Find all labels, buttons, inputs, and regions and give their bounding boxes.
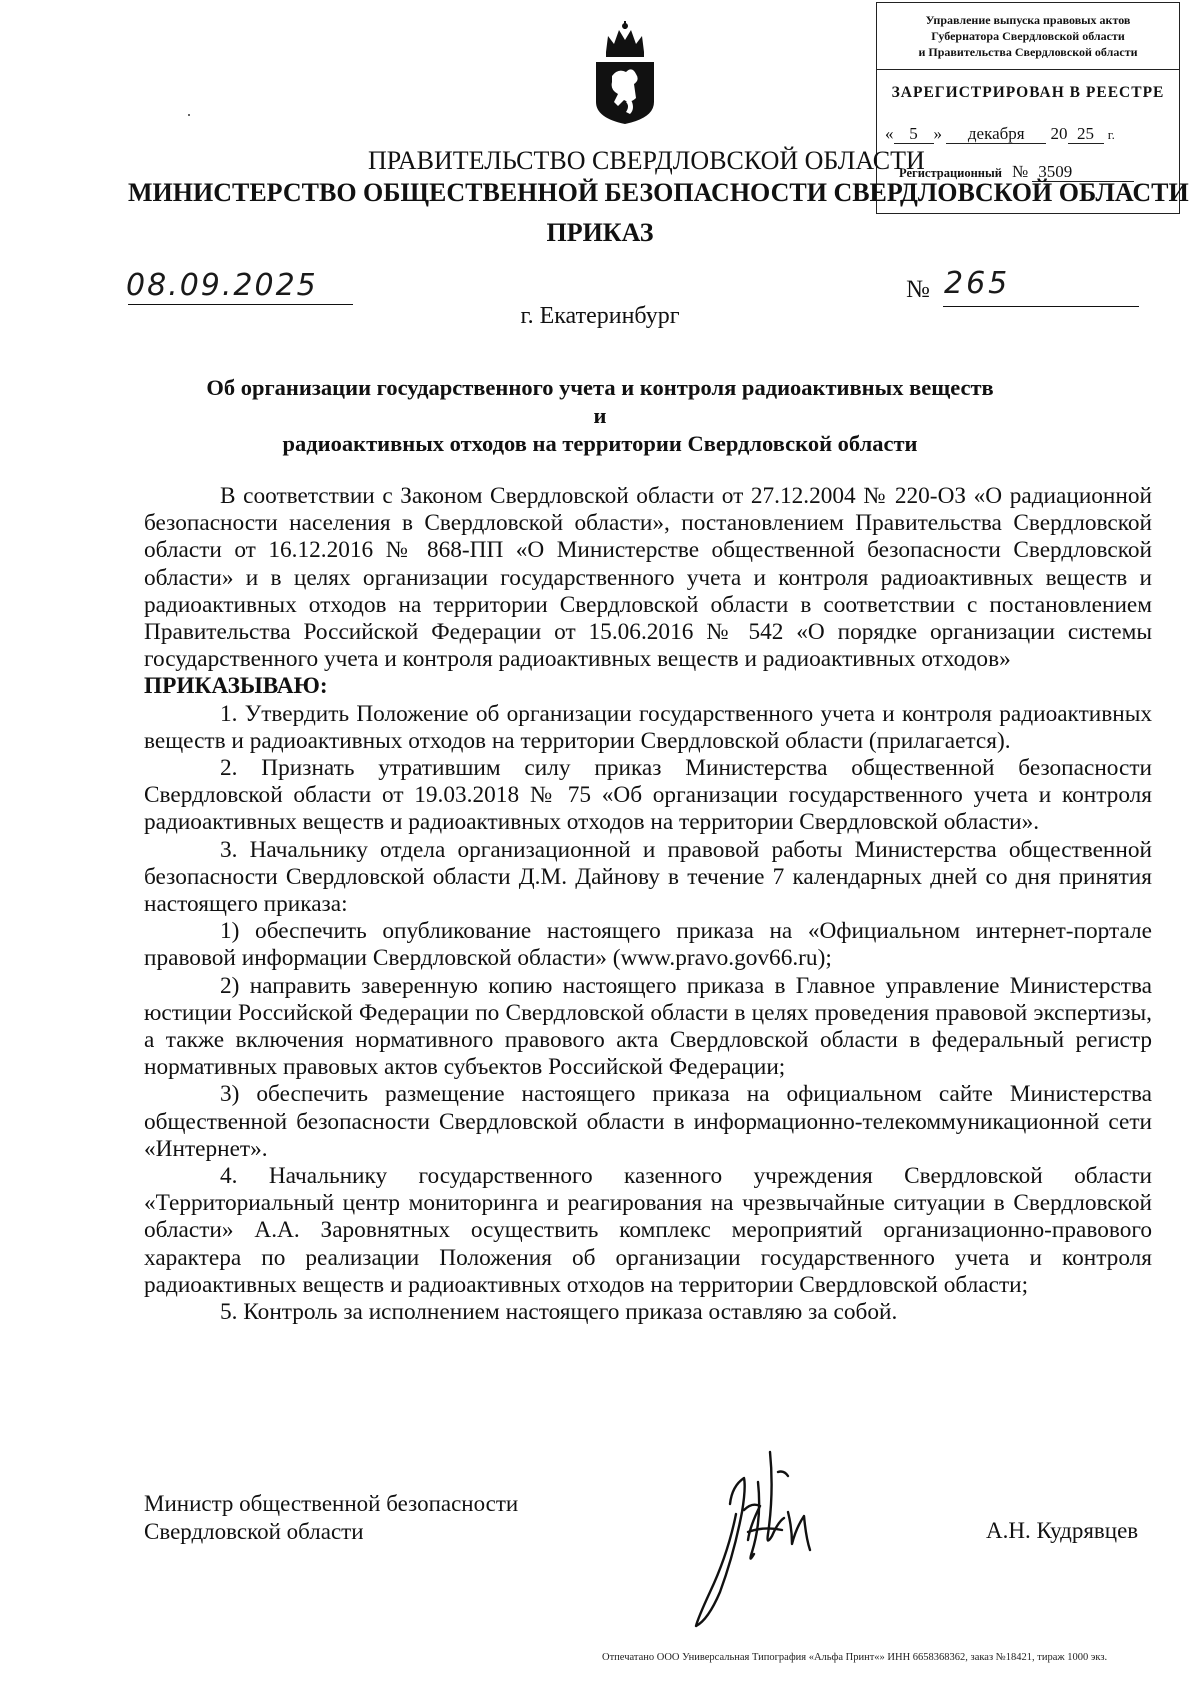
signatory-position-line1: Министр общественной безопасности xyxy=(144,1491,519,1516)
stamp-office-line3: и Правительства Свердловской области xyxy=(918,45,1138,59)
ordering-word: ПРИКАЗЫВАЮ: xyxy=(144,673,328,700)
stamp-year-suffix: 25 xyxy=(1068,125,1104,144)
stamp-day: 5 xyxy=(894,125,934,144)
item-2: 2. Признать утратившим силу приказ Министерства общественной безопасности Свердловской области от 19.03.2018 № 75 «Об организации государственного учета и контроля радиоактивных веществ и радиоактивных отходов на территории Свердловской области». xyxy=(144,755,1152,836)
document-type: ПРИКАЗ xyxy=(546,218,654,247)
stamp-year-prefix: 20 xyxy=(1050,124,1068,143)
stamp-office-line2: Губернатора Свердловской области xyxy=(931,29,1125,43)
ministry-title: МИНИСТЕРСТВО ОБЩЕСТВЕННОЙ БЕЗОПАСНОСТИ СВЕРДЛОВСКОЙ ОБЛАСТИ xyxy=(128,178,1189,207)
document-title xyxy=(200,374,1000,458)
stamp-reg-label: Регистрационный xyxy=(899,166,1002,180)
stamp-reg-number: 3509 xyxy=(1032,163,1134,182)
order-number-label: № xyxy=(906,276,930,303)
government-title: ПРАВИТЕЛЬСТВО СВЕРДЛОВСКОЙ ОБЛАСТИ xyxy=(368,146,925,175)
stamp-year-abbr: г. xyxy=(1107,127,1115,142)
document-body xyxy=(144,483,1152,1326)
handwritten-date: 08.09.2025 xyxy=(126,268,318,303)
signatory-name: А.Н. Кудрявцев xyxy=(986,1518,1139,1543)
item-3-1: 1) обеспечить опубликование настоящего приказа на «Официальном интернет-портале правовой информации Свердловской области» (www.pravo.gov66.ru); xyxy=(144,918,1152,972)
handwritten-order-number: 265 xyxy=(944,266,1011,301)
stamp-quote-close: » xyxy=(933,124,942,143)
signatory-position xyxy=(144,1490,518,1546)
stamp-month: декабря xyxy=(946,125,1046,144)
document-title-line2: радиоактивных отходов на территории Свердловской области xyxy=(282,431,918,456)
item-4: 4. Начальнику государственного казенного учреждения Свердловской области «Территориальный центр мониторинга и реагирования на чрезвычайные ситуации в Свердловской области» А.А. Заровнятных осуществить комплекс мероприятий организационно-правового характера по реализации Положения об организации государственного учета и контроля радиоактивных веществ и радиоактивных отходов на территории Свердловской области; xyxy=(144,1163,1152,1298)
scan-speck xyxy=(188,114,190,116)
item-3: 3. Начальнику отдела организационной и правовой работы Министерства общественной безопасности Свердловской области Д.М. Дайнову в течение 7 календарных дней со дня принятия настоящего приказа: xyxy=(144,836,1152,918)
city: г. Екатеринбург xyxy=(520,303,680,329)
document-title-line1: Об организации государственного учета и контроля радиоактивных веществ и xyxy=(206,375,994,428)
signatory-position-line2: Свердловской области xyxy=(144,1519,364,1544)
coat-of-arms-icon xyxy=(590,18,660,126)
stamp-reg-no-sign: № xyxy=(1011,162,1029,181)
stamp-registered-label: ЗАРЕГИСТРИРОВАН В РЕЕСТРЕ xyxy=(891,84,1165,101)
handwritten-signature xyxy=(688,1442,848,1630)
stamp-quote-open: « xyxy=(885,124,894,143)
printer-imprint: Отпечатано ООО Универсальная Типография «Альфа Принт«» ИНН 6658368362, заказ №18421, тираж 1000 экз. xyxy=(602,1652,1108,1663)
item-3-2: 2) направить заверенную копию настоящего приказа в Главное управление Министерства юстиции Российской Федерации по Свердловской области в целях проведения правовой экспертизы, а также включения нормативного правового акта Свердловской области в федеральный регистр нормативных правовых актов субъектов Российской Федерации; xyxy=(144,972,1152,1081)
item-3-3: 3) обеспечить размещение настоящего приказа на официальном сайте Министерства общественной безопасности Свердловской области в информационно-телекоммуникационной сети «Интернет». xyxy=(144,1081,1152,1162)
stamp-office-line1: Управление выпуска правовых актов xyxy=(925,13,1131,27)
preamble: В соответствии с Законом Свердловской области от 27.12.2004 № 220-ОЗ «О радиационной безопасности населения в Свердловской области», постановлением Правительства Свердловской области от 16.12.2016 № 868-ПП «О Министерстве общественной безопасности Свердловской области» и в целях организации государственного учета и контроля радиоактивных веществ и радиоактивных отходов на территории Свердловской области в соответствии с постановлением Правительства Российской Федерации от 15.06.2016 № 542 «О порядке организации системы государственного учета и контроля радиоактивных веществ и радиоактивных отходов» xyxy=(144,483,1152,673)
item-5: 5. Контроль за исполнением настоящего приказа оставляю за собой. xyxy=(220,1299,898,1326)
number-underline xyxy=(943,306,1139,307)
stamp-date xyxy=(877,124,1179,144)
item-1: 1. Утвердить Положение об организации государственного учета и контроля радиоактивных веществ и радиоактивных отходов на территории Свердловской области (прилагается). xyxy=(144,700,1152,754)
stamp-office xyxy=(877,3,1179,70)
